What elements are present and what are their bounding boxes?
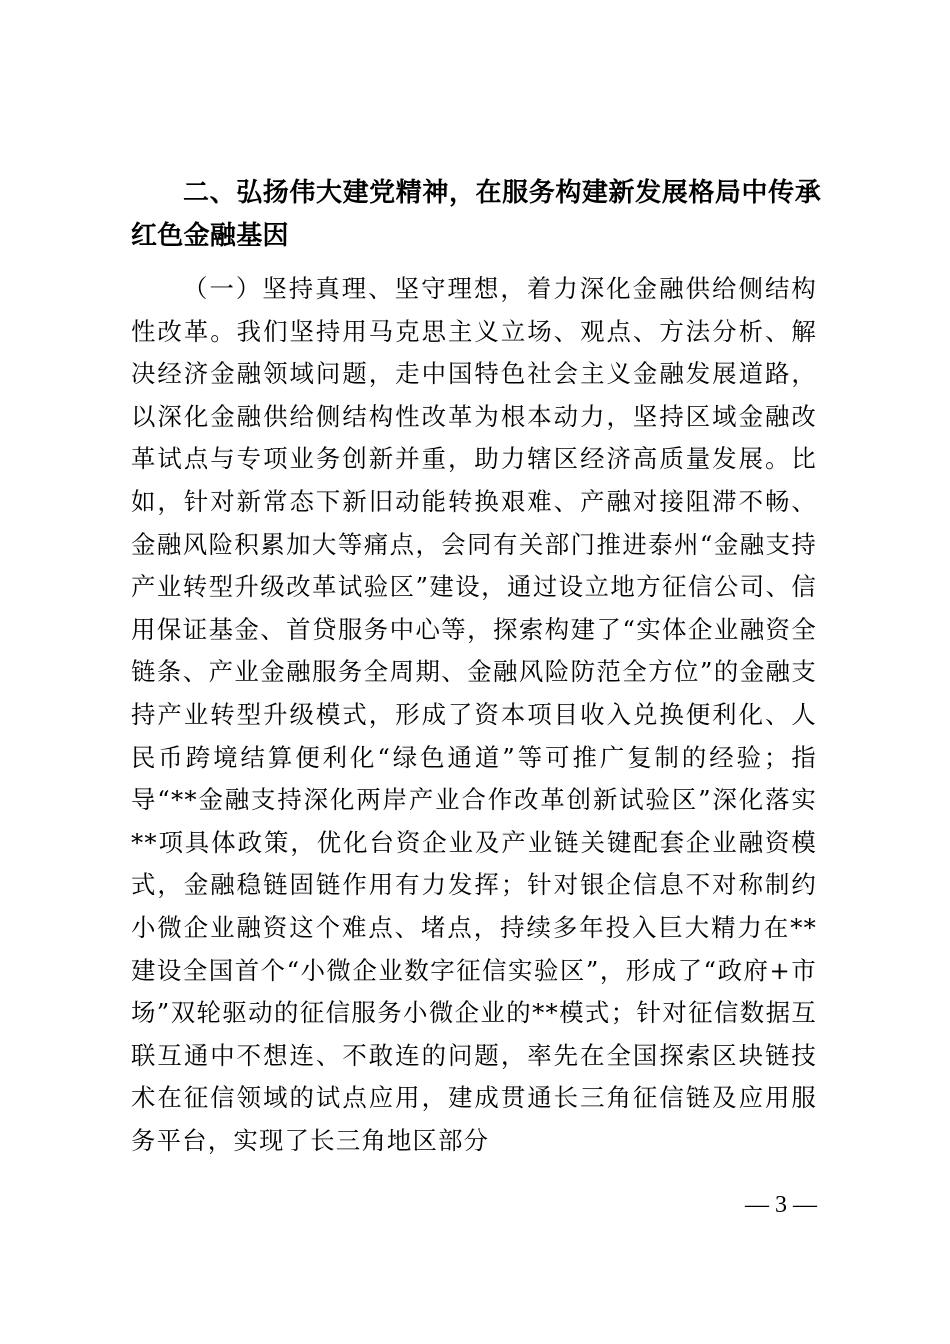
- page-number: — 3 —: [745, 1192, 817, 1218]
- section-heading: 二、弘扬伟大建党精神，在服务构建新发展格局中传承红色金融基因: [131, 178, 821, 251]
- body-paragraph: （一）坚持真理、坚守理想，着力深化金融供给侧结构性改革。我们坚持用马克思主义立场、观点、方法分析、解决经济金融领域问题，走中国特色社会主义金融发展道路，以深化金融供给侧结构性改革为根本动力，坚持区域金融改革试点与专项业务创新并重，助力辖区经济高质量发展。比如，针对新常态下新旧动能转换艰难、产融对接阻滞不畅、金融风险积累加大等痛点，会同有关部门推进泰州“金融支持产业转型升级改革试验区”建设，通过设立地方征信公司、信用保证基金、首贷服务中心等，探索构建了“实体企业融资全链条、产业金融服务全周期、金融风险防范全方位”的金融支持产业转型升级模式，形成了资本项目收入兑换便利化、人民币跨境结算便利化“绿色通道”等可推广复制的经验；指导“**金融支持深化两岸产业合作改革创新试验区”深化落实**项具体政策，优化台资企业及产业链关键配套企业融资模式，金融稳链固链作用有力发挥；针对银企信息不对称制约小微企业融资这个难点、堵点，持续多年投入巨大精力在**建设全国首个“小微企业数字征信实验区”，形成了“政府+市场”双轮驱动的征信服务小微企业的**模式；针对征信数据互联互通中不想连、不敢连的问题，率先在全国探索区块链技术在征信领域的试点应用，建成贯通长三角征信链及应用服务平台，实现了长三角地区部分: [131, 274, 817, 1155]
